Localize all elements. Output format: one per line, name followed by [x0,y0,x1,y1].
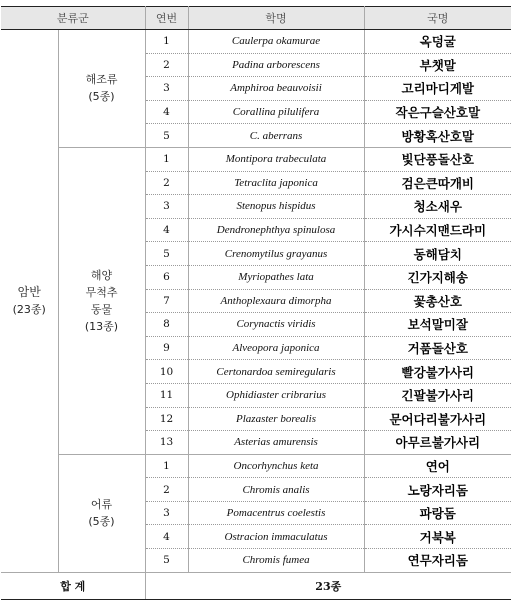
main-group-cell [1,30,58,573]
number-cell: 1 [145,147,188,171]
subgroup-count: (5종) [88,515,115,529]
table-row [1,30,511,54]
korean-name-cell: 가시수지맨드라미 [364,218,511,242]
korean-name-cell: 거품돌산호 [364,336,511,360]
scientific-name-cell: Crenomytilus grayanus [188,242,364,266]
subgroup-cell [58,30,145,148]
scientific-name-cell: Chromis analis [188,478,364,502]
korean-name-cell: 거북복 [364,525,511,549]
scientific-name-cell: Dendronephthya spinulosa [188,218,364,242]
scientific-name-cell: Pomacentrus coelestis [188,501,364,525]
number-cell: 5 [145,242,188,266]
korean-name-cell: 연무자리돔 [364,549,511,573]
number-cell: 5 [145,124,188,148]
number-cell: 1 [145,454,188,478]
main-group-name: 암반 [17,284,41,299]
scientific-name-cell: Myriopathes lata [188,265,364,289]
korean-name-cell: 부챗말 [364,53,511,77]
scientific-name-cell: Tetraclita japonica [188,171,364,195]
korean-name-cell: 동해담치 [364,242,511,266]
scientific-name-cell: Anthoplexaura dimorpha [188,289,364,313]
number-cell: 7 [145,289,188,313]
header-scientific-name: 학명 [188,7,364,30]
korean-name-cell: 방황혹산호말 [364,124,511,148]
korean-name-cell: 고리마디게발 [364,77,511,101]
number-cell: 8 [145,313,188,337]
species-table [1,6,511,600]
scientific-name-cell: Stenopus hispidus [188,195,364,219]
total-label: 합 계 [1,572,145,599]
korean-name-cell: 검은큰따개비 [364,171,511,195]
korean-name-cell: 청소새우 [364,195,511,219]
number-cell: 11 [145,383,188,407]
number-cell: 2 [145,53,188,77]
subgroup-count: (13종) [84,319,119,333]
korean-name-cell: 문어다리불가사리 [364,407,511,431]
total-value: 23종 [145,572,511,599]
table-row [1,454,511,478]
korean-name-cell: 연어 [364,454,511,478]
scientific-name-cell: Ophidiaster cribrarius [188,383,364,407]
scientific-name-cell: Chromis fumea [188,549,364,573]
number-cell: 3 [145,501,188,525]
subgroup-cell [58,147,145,454]
number-cell: 5 [145,549,188,573]
korean-name-cell: 긴팔불가사리 [364,383,511,407]
scientific-name-cell: Montipora trabeculata [188,147,364,171]
main-group-count: (23종) [12,302,46,316]
scientific-name-cell: Plazaster borealis [188,407,364,431]
korean-name-cell: 보석말미잘 [364,313,511,337]
number-cell: 2 [145,171,188,195]
korean-name-cell: 꽃총산호 [364,289,511,313]
number-cell: 10 [145,360,188,384]
scientific-name-cell: Padina arborescens [188,53,364,77]
korean-name-cell: 빛단풍돌산호 [364,147,511,171]
scientific-name-cell: Amphiroa beauvoisii [188,77,364,101]
scientific-name-cell: Asterias amurensis [188,431,364,455]
scientific-name-cell: Corallina pilulifera [188,100,364,124]
subgroup-cell [58,454,145,572]
subgroup-count: (5종) [88,90,115,104]
scientific-name-cell: Caulerpa okamurae [188,30,364,54]
korean-name-cell: 빨강불가사리 [364,360,511,384]
scientific-name-cell: Corynactis viridis [188,313,364,337]
korean-name-cell: 옥덩굴 [364,30,511,54]
table-footer [1,572,511,599]
korean-name-cell: 파랑돔 [364,501,511,525]
scientific-name-cell: Alveopora japonica [188,336,364,360]
table-header [1,7,511,30]
korean-name-cell: 노랑자리돔 [364,478,511,502]
number-cell: 2 [145,478,188,502]
table-row [1,147,511,171]
number-cell: 6 [145,265,188,289]
subgroup-name: 해양 무척추 동물 [85,268,118,316]
number-cell: 13 [145,431,188,455]
number-cell: 4 [145,218,188,242]
number-cell: 3 [145,195,188,219]
korean-name-cell: 작은구슬산호말 [364,100,511,124]
korean-name-cell: 아무르불가사리 [364,431,511,455]
header-number: 연번 [145,7,188,30]
number-cell: 1 [145,30,188,54]
number-cell: 4 [145,100,188,124]
scientific-name-cell: Certonardoa semiregularis [188,360,364,384]
header-korean-name: 국명 [364,7,511,30]
scientific-name-cell: Oncorhynchus keta [188,454,364,478]
korean-name-cell: 긴가지해송 [364,265,511,289]
scientific-name-cell: Ostracion immaculatus [188,525,364,549]
subgroup-name: 어류 [90,498,113,512]
table-body [1,30,511,573]
header-classification: 분류군 [1,7,145,30]
scientific-name-cell: C. aberrans [188,124,364,148]
number-cell: 12 [145,407,188,431]
number-cell: 3 [145,77,188,101]
subgroup-name: 해조류 [85,73,118,87]
number-cell: 4 [145,525,188,549]
number-cell: 9 [145,336,188,360]
